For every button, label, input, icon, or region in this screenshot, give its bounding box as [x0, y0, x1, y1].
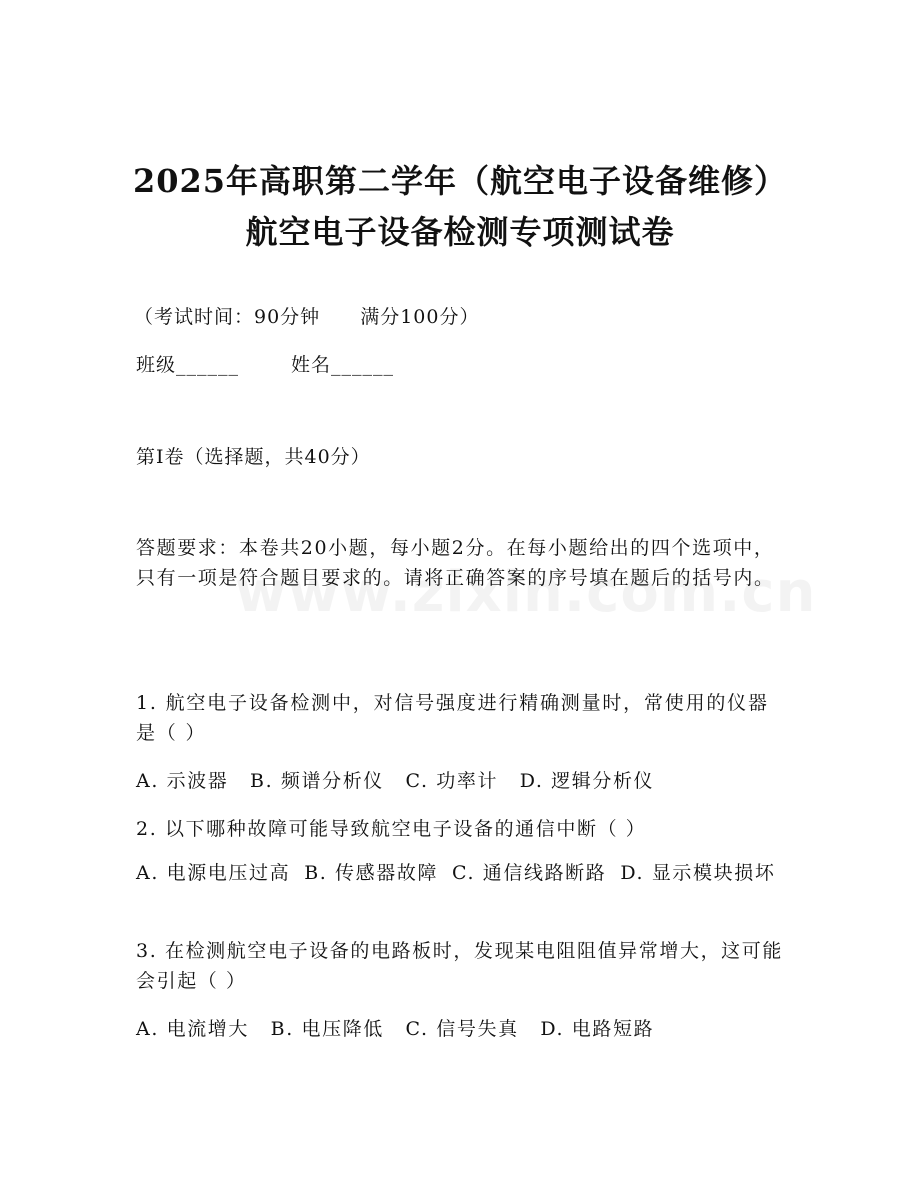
question-1-stem: 1. 航空电子设备检测中，对信号强度进行精确测量时，常使用的仪器是（ ） — [136, 692, 769, 744]
option-d: D. 电路短路 — [540, 1018, 655, 1040]
question-1-options — [136, 766, 784, 796]
option-c: C. 信号失真 — [405, 1018, 519, 1040]
name-field-label: 姓名______ — [291, 354, 395, 376]
exam-time: （考试时间：90分钟 — [134, 306, 321, 328]
document-title-line2: 航空电子设备检测专项测试卷 — [245, 213, 675, 251]
class-field-label: 班级______ — [136, 354, 240, 376]
question-2-options — [136, 858, 784, 888]
option-b: B. 频谱分析仪 — [250, 770, 384, 792]
question-3-options — [136, 1014, 784, 1044]
option-d: D. 逻辑分析仪 — [519, 770, 655, 792]
option-c: C. 功率计 — [405, 770, 499, 792]
option-a: A. 电流增大 — [136, 1018, 250, 1040]
exam-info — [134, 302, 479, 329]
option-d: D. 显示模块损坏 — [620, 862, 776, 884]
answer-requirement: 答题要求：本卷共20小题，每小题2分。在每小题给出的四个选项中，只有一项是符合题目要求的。请将正确答案的序号填在题后的括号内。 — [136, 537, 775, 589]
option-b: B. 电压降低 — [270, 1018, 384, 1040]
option-a: A. 电源电压过高 — [136, 862, 291, 884]
option-a: A. 示波器 — [136, 770, 229, 792]
option-b: B. 传感器故障 — [304, 862, 439, 884]
question-3-stem: 3. 在检测航空电子设备的电路板时，发现某电阻阻值异常增大，这可能会引起（ ） — [136, 940, 783, 992]
document-title-line1: 2025年高职第二学年（航空电子设备维修） — [132, 162, 788, 200]
full-score: 满分100分） — [360, 306, 480, 328]
section-title: 第I卷（选择题，共40分） — [136, 446, 371, 468]
question-2-stem: 2. 以下哪种故障可能导致航空电子设备的通信中断（ ） — [136, 818, 647, 840]
option-c: C. 通信线路断路 — [452, 862, 607, 884]
student-info-row — [136, 350, 394, 377]
